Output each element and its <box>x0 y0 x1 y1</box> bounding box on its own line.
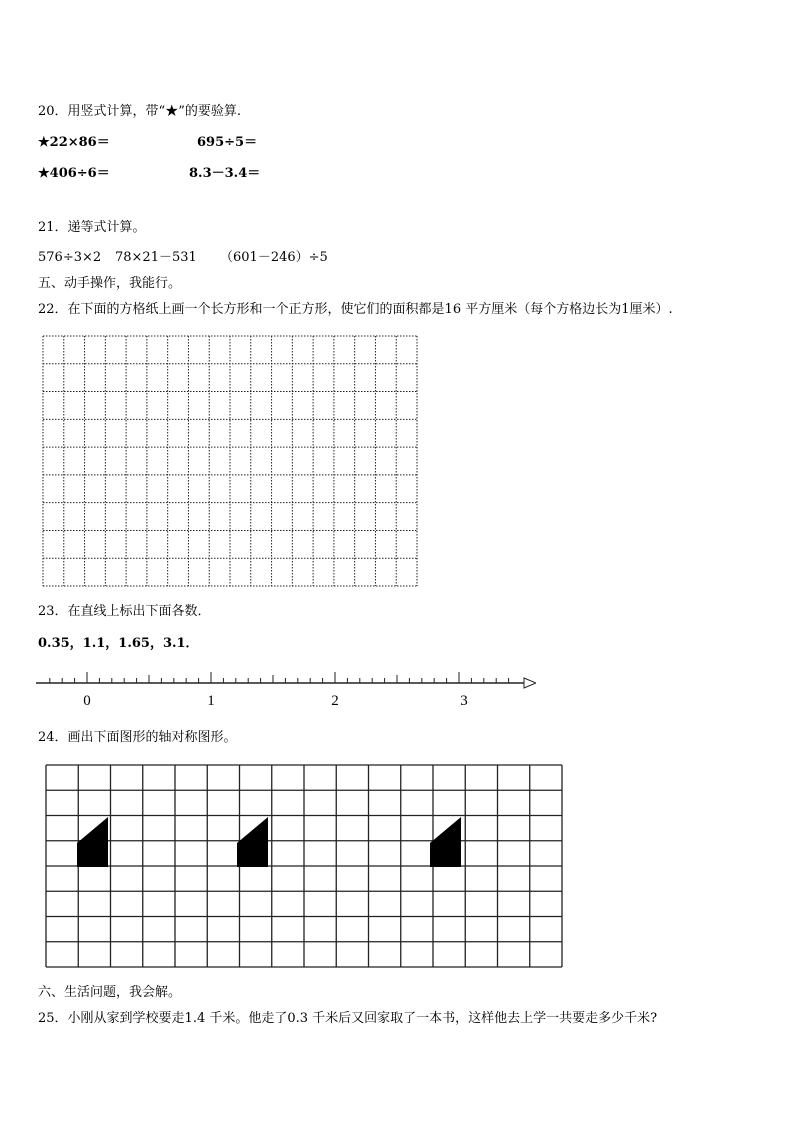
q22-grid <box>42 335 418 587</box>
shape-2 <box>237 817 268 867</box>
q24-title: 24．画出下面图形的轴对称图形。 <box>38 730 237 745</box>
tick-label-1: 1 <box>207 693 215 708</box>
shape-3 <box>430 817 461 867</box>
q24-grid <box>45 763 565 969</box>
q20-expr-2: 695÷5＝ <box>197 135 258 150</box>
q21-expr-3: （601－246）÷5 <box>220 250 328 265</box>
q20-expr-3: ★406÷6＝ <box>38 166 110 181</box>
q22-title: 22．在下面的方格纸上画一个长方形和一个正方形，使它们的面积都是16 平方厘米（每个方格边长为1厘米）. <box>38 302 673 317</box>
q23-title: 23．在直线上标出下面各数． <box>38 604 211 619</box>
q25-title: 25．小刚从家到学校要走1.4 千米。他走了0.3 千米后又回家取了一本书，这样他去上学一共要走多少千米? <box>38 1011 658 1026</box>
tick-label-0: 0 <box>83 693 91 708</box>
q20-expr-1: ★22×86＝ <box>38 135 110 150</box>
number-line <box>36 664 536 708</box>
q21-expr-1: 576÷3×2 <box>38 250 102 265</box>
q20-expr-4: 8.3－3.4＝ <box>189 166 261 181</box>
section-five-heading: 五、动手操作，我能行。 <box>38 276 182 291</box>
tick-label-2: 2 <box>331 693 339 708</box>
q21-title: 21．递等式计算。 <box>38 220 146 235</box>
tick-label-3: 3 <box>460 693 468 708</box>
q23-numbers: 0.35，1.1，1.65，3.1． <box>38 636 199 651</box>
q20-title: 20．用竖式计算，带“★”的要验算. <box>38 104 241 119</box>
q21-expr-2: 78×21－531 <box>115 250 197 265</box>
shape-1 <box>77 817 108 867</box>
section-six-heading: 六、生活问题，我会解。 <box>38 985 182 1000</box>
